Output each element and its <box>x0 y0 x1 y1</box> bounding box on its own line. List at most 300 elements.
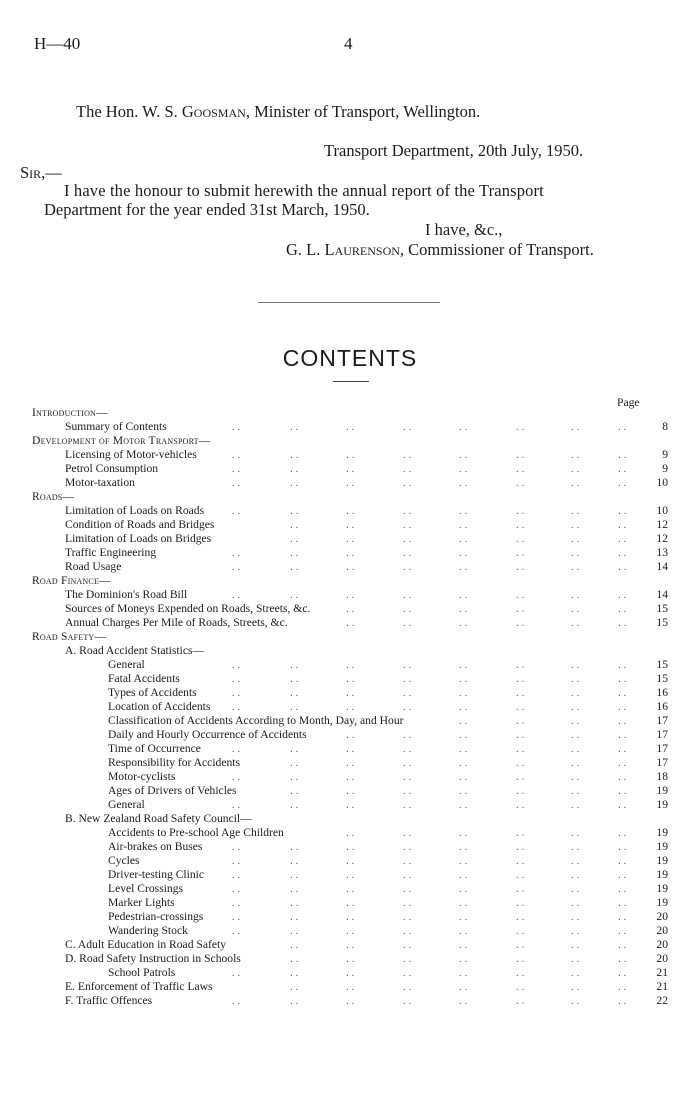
toc-entry-label: Classification of Accidents According to Month, Day, and Hour <box>108 714 404 727</box>
leader-dots: . . <box>618 827 627 839</box>
toc-entry-label: Condition of Roads and Bridges <box>65 518 215 531</box>
leader-dots: . . <box>618 519 627 531</box>
leader-dots: . . <box>403 939 412 951</box>
leader-dots: . . <box>346 603 355 615</box>
leader-dots: . . <box>571 883 580 895</box>
leader-dots: . . <box>403 785 412 797</box>
leader-dots: . . <box>346 995 355 1007</box>
leader-dots: . . <box>403 603 412 615</box>
leader-dots: . . <box>516 897 525 909</box>
toc-entry-label: Traffic Engineering <box>65 546 157 559</box>
leader-dots: . . <box>618 673 627 685</box>
leader-dots: . . <box>290 519 299 531</box>
page-number: 4 <box>344 34 353 53</box>
toc-page-number: 16 <box>656 686 668 699</box>
toc-entry-label: Pedestrian-crossings <box>108 910 204 923</box>
leader-dots: . . <box>346 519 355 531</box>
leader-dots: . . <box>232 463 241 475</box>
leader-dots: . . <box>459 421 468 433</box>
leader-dots: . . <box>516 715 525 727</box>
leader-dots: . . <box>459 771 468 783</box>
toc-entry <box>0 588 668 602</box>
toc-entry <box>0 742 668 756</box>
leader-dots: . . <box>403 981 412 993</box>
toc-entry-label: E. Enforcement of Traffic Laws <box>65 980 213 993</box>
leader-dots: . . <box>346 841 355 853</box>
leader-dots: . . <box>403 841 412 853</box>
toc-entry <box>0 868 668 882</box>
leader-dots: . . <box>290 925 299 937</box>
place-date: Transport Department, 20th July, 1950. <box>324 141 584 160</box>
leader-dots: . . <box>618 603 627 615</box>
toc-entry <box>0 420 668 434</box>
toc-entry-label: Motor-cyclists <box>108 770 176 783</box>
leader-dots: . . <box>403 589 412 601</box>
toc-section-heading: Introduction— <box>32 406 108 419</box>
leader-dots: . . <box>459 953 468 965</box>
addressee-prefix: The Hon. W. S. <box>76 102 182 121</box>
leader-dots: . . <box>571 729 580 741</box>
leader-dots: . . <box>571 533 580 545</box>
toc-entry <box>0 630 668 644</box>
leader-dots: . . <box>516 855 525 867</box>
leader-dots: . . <box>618 533 627 545</box>
leader-dots: . . <box>618 939 627 951</box>
leader-dots: . . <box>618 981 627 993</box>
toc-entry <box>0 770 668 784</box>
toc-page-number: 10 <box>656 476 668 489</box>
toc-page-number: 14 <box>656 560 668 573</box>
leader-dots: . . <box>618 449 627 461</box>
leader-dots: . . <box>618 785 627 797</box>
leader-dots: . . <box>459 995 468 1007</box>
leader-dots: . . <box>346 547 355 559</box>
leader-dots: . . <box>618 757 627 769</box>
leader-dots: . . <box>571 911 580 923</box>
toc-page-number: 8 <box>662 420 668 433</box>
toc-page-number: 12 <box>656 532 668 545</box>
leader-dots: . . <box>290 477 299 489</box>
toc-entry-label: Responsibility for Accidents <box>108 756 241 769</box>
toc-entry <box>0 658 668 672</box>
leader-dots: . . <box>232 477 241 489</box>
leader-dots: . . <box>403 967 412 979</box>
leader-dots: . . <box>290 589 299 601</box>
leader-dots: . . <box>618 925 627 937</box>
toc-entry <box>0 784 668 798</box>
leader-dots: . . <box>290 981 299 993</box>
leader-dots: . . <box>459 673 468 685</box>
toc-page-number: 20 <box>656 952 668 965</box>
leader-dots: . . <box>516 533 525 545</box>
toc-entry <box>0 462 668 476</box>
leader-dots: . . <box>459 687 468 699</box>
leader-dots: . . <box>232 561 241 573</box>
leader-dots: . . <box>516 617 525 629</box>
leader-dots: . . <box>618 729 627 741</box>
leader-dots: . . <box>346 897 355 909</box>
leader-dots: . . <box>516 911 525 923</box>
toc-entry-label: Daily and Hourly Occurrence of Accidents <box>108 728 307 741</box>
leader-dots: . . <box>290 939 299 951</box>
leader-dots: . . <box>516 981 525 993</box>
toc-page-number: 15 <box>656 602 668 615</box>
signature-name: Laurenson <box>324 240 400 259</box>
leader-dots: . . <box>516 687 525 699</box>
leader-dots: . . <box>459 911 468 923</box>
leader-dots: . . <box>516 561 525 573</box>
leader-dots: . . <box>571 547 580 559</box>
leader-dots: . . <box>618 967 627 979</box>
leader-dots: . . <box>290 701 299 713</box>
toc-page-number: 9 <box>662 448 668 461</box>
leader-dots: . . <box>290 533 299 545</box>
leader-dots: . . <box>232 869 241 881</box>
leader-dots: . . <box>459 799 468 811</box>
toc-entry-label: Types of Accidents <box>108 686 197 699</box>
leader-dots: . . <box>346 743 355 755</box>
leader-dots: . . <box>571 561 580 573</box>
leader-dots: . . <box>459 701 468 713</box>
leader-dots: . . <box>516 925 525 937</box>
leader-dots: . . <box>346 463 355 475</box>
leader-dots: . . <box>403 477 412 489</box>
leader-dots: . . <box>571 617 580 629</box>
leader-dots: . . <box>516 659 525 671</box>
toc-page-number: 12 <box>656 518 668 531</box>
leader-dots: . . <box>403 729 412 741</box>
leader-dots: . . <box>459 967 468 979</box>
toc-entry <box>0 504 668 518</box>
leader-dots: . . <box>571 995 580 1007</box>
leader-dots: . . <box>403 617 412 629</box>
leader-dots: . . <box>459 561 468 573</box>
leader-dots: . . <box>290 883 299 895</box>
leader-dots: . . <box>571 743 580 755</box>
leader-dots: . . <box>618 883 627 895</box>
toc-entry <box>0 602 668 616</box>
toc-entry-label: Limitation of Loads on Roads <box>65 504 205 517</box>
leader-dots: . . <box>290 449 299 461</box>
toc-entry <box>0 840 668 854</box>
toc-entry-label: C. Adult Education in Road Safety <box>65 938 227 951</box>
leader-dots: . . <box>232 799 241 811</box>
toc-entry <box>0 560 668 574</box>
leader-dots: . . <box>516 463 525 475</box>
leader-dots: . . <box>346 421 355 433</box>
leader-dots: . . <box>290 673 299 685</box>
leader-dots: . . <box>403 659 412 671</box>
leader-dots: . . <box>346 827 355 839</box>
leader-dots: . . <box>403 673 412 685</box>
leader-dots: . . <box>516 771 525 783</box>
leader-dots: . . <box>346 799 355 811</box>
leader-dots: . . <box>618 463 627 475</box>
leader-dots: . . <box>516 757 525 769</box>
leader-dots: . . <box>571 673 580 685</box>
leader-dots: . . <box>516 505 525 517</box>
leader-dots: . . <box>290 505 299 517</box>
leader-dots: . . <box>403 743 412 755</box>
leader-dots: . . <box>346 673 355 685</box>
leader-dots: . . <box>232 673 241 685</box>
leader-dots: . . <box>232 505 241 517</box>
leader-dots: . . <box>290 463 299 475</box>
leader-dots: . . <box>403 897 412 909</box>
leader-dots: . . <box>232 659 241 671</box>
toc-page-number: 18 <box>656 770 668 783</box>
leader-dots: . . <box>290 547 299 559</box>
leader-dots: . . <box>346 477 355 489</box>
leader-dots: . . <box>618 869 627 881</box>
toc-entry-label: Accidents to Pre-school Age Children <box>108 826 284 839</box>
toc-page-number: 13 <box>656 546 668 559</box>
toc-entry-label: Sources of Moneys Expended on Roads, Streets, &c. <box>65 602 311 615</box>
leader-dots: . . <box>459 855 468 867</box>
leader-dots: . . <box>346 617 355 629</box>
leader-dots: . . <box>516 827 525 839</box>
toc-entry <box>0 910 668 924</box>
title-underline <box>333 381 369 382</box>
leader-dots: . . <box>403 533 412 545</box>
leader-dots: . . <box>459 883 468 895</box>
leader-dots: . . <box>459 463 468 475</box>
leader-dots: . . <box>403 701 412 713</box>
leader-dots: . . <box>618 505 627 517</box>
leader-dots: . . <box>232 589 241 601</box>
leader-dots: . . <box>232 743 241 755</box>
leader-dots: . . <box>232 449 241 461</box>
toc-page-number: 19 <box>656 896 668 909</box>
toc-page-number: 10 <box>656 504 668 517</box>
leader-dots: . . <box>403 771 412 783</box>
leader-dots: . . <box>346 911 355 923</box>
toc-entry <box>0 616 668 630</box>
leader-dots: . . <box>346 505 355 517</box>
leader-dots: . . <box>290 897 299 909</box>
leader-dots: . . <box>571 505 580 517</box>
toc-entry-label: A. Road Accident Statistics— <box>65 644 205 657</box>
toc-entry <box>0 644 668 658</box>
toc-entry <box>0 714 668 728</box>
leader-dots: . . <box>516 729 525 741</box>
leader-dots: . . <box>516 673 525 685</box>
leader-dots: . . <box>459 547 468 559</box>
toc-page-number: 19 <box>656 868 668 881</box>
leader-dots: . . <box>459 505 468 517</box>
leader-dots: . . <box>403 561 412 573</box>
addressee-line <box>76 102 480 122</box>
leader-dots: . . <box>403 687 412 699</box>
leader-dots: . . <box>571 897 580 909</box>
leader-dots: . . <box>403 449 412 461</box>
leader-dots: . . <box>571 855 580 867</box>
toc-entry-label: Road Usage <box>65 560 122 573</box>
leader-dots: . . <box>516 589 525 601</box>
toc-entry <box>0 532 668 546</box>
toc-entry-label: Motor-taxation <box>65 476 135 489</box>
leader-dots: . . <box>232 421 241 433</box>
toc-entry <box>0 952 668 966</box>
leader-dots: . . <box>618 799 627 811</box>
toc-entry <box>0 490 668 504</box>
toc-page-number: 21 <box>656 980 668 993</box>
leader-dots: . . <box>571 841 580 853</box>
leader-dots: . . <box>346 659 355 671</box>
toc-entry <box>0 476 668 490</box>
leader-dots: . . <box>571 799 580 811</box>
toc-entry <box>0 448 668 462</box>
leader-dots: . . <box>571 659 580 671</box>
toc-page-number: 9 <box>662 462 668 475</box>
leader-dots: . . <box>346 687 355 699</box>
toc-entry-label: Level Crossings <box>108 882 184 895</box>
leader-dots: . . <box>618 771 627 783</box>
addressee-name: Goosman <box>181 102 246 121</box>
leader-dots: . . <box>403 505 412 517</box>
leader-dots: . . <box>618 701 627 713</box>
leader-dots: . . <box>346 855 355 867</box>
leader-dots: . . <box>232 925 241 937</box>
leader-dots: . . <box>232 855 241 867</box>
leader-dots: . . <box>232 841 241 853</box>
leader-dots: . . <box>516 841 525 853</box>
leader-dots: . . <box>346 785 355 797</box>
leader-dots: . . <box>346 449 355 461</box>
leader-dots: . . <box>403 547 412 559</box>
leader-dots: . . <box>459 827 468 839</box>
signature-prefix: G. L. <box>286 240 325 259</box>
toc-entry <box>0 980 668 994</box>
leader-dots: . . <box>290 785 299 797</box>
leader-dots: . . <box>403 925 412 937</box>
leader-dots: . . <box>516 547 525 559</box>
toc-entry-label: Cycles <box>108 854 140 867</box>
toc-section-heading: Road Finance— <box>32 574 111 587</box>
leader-dots: . . <box>618 841 627 853</box>
report-code: H—40 <box>34 34 81 53</box>
toc-page-number: 19 <box>656 840 668 853</box>
leader-dots: . . <box>618 617 627 629</box>
leader-dots: . . <box>571 981 580 993</box>
toc-entry <box>0 686 668 700</box>
leader-dots: . . <box>618 911 627 923</box>
leader-dots: . . <box>346 561 355 573</box>
toc-page-number: 19 <box>656 854 668 867</box>
leader-dots: . . <box>459 449 468 461</box>
toc-entry-label: Summary of Contents <box>65 420 167 433</box>
leader-dots: . . <box>571 869 580 881</box>
toc-entry <box>0 938 668 952</box>
leader-dots: . . <box>618 995 627 1007</box>
leader-dots: . . <box>459 617 468 629</box>
leader-dots: . . <box>290 687 299 699</box>
leader-dots: . . <box>618 897 627 909</box>
toc-entry <box>0 406 668 420</box>
leader-dots: . . <box>516 743 525 755</box>
section-divider <box>258 302 440 303</box>
leader-dots: . . <box>459 603 468 615</box>
toc-page-number: 15 <box>656 616 668 629</box>
leader-dots: . . <box>571 463 580 475</box>
letter-body-line-1: I have the honour to submit herewith the annual report of the Transport <box>64 181 544 200</box>
leader-dots: . . <box>403 855 412 867</box>
leader-dots: . . <box>290 995 299 1007</box>
toc-page-number: 17 <box>656 714 668 727</box>
toc-entry <box>0 882 668 896</box>
leader-dots: . . <box>459 659 468 671</box>
leader-dots: . . <box>571 771 580 783</box>
leader-dots: . . <box>346 967 355 979</box>
leader-dots: . . <box>516 995 525 1007</box>
toc-page-number: 17 <box>656 756 668 769</box>
leader-dots: . . <box>618 715 627 727</box>
leader-dots: . . <box>346 883 355 895</box>
leader-dots: . . <box>232 701 241 713</box>
leader-dots: . . <box>571 687 580 699</box>
leader-dots: . . <box>516 477 525 489</box>
leader-dots: . . <box>290 743 299 755</box>
leader-dots: . . <box>290 855 299 867</box>
leader-dots: . . <box>403 953 412 965</box>
leader-dots: . . <box>516 785 525 797</box>
leader-dots: . . <box>290 799 299 811</box>
leader-dots: . . <box>571 925 580 937</box>
leader-dots: . . <box>459 925 468 937</box>
toc-entry <box>0 798 668 812</box>
leader-dots: . . <box>290 561 299 573</box>
leader-dots: . . <box>459 897 468 909</box>
leader-dots: . . <box>459 841 468 853</box>
leader-dots: . . <box>403 463 412 475</box>
leader-dots: . . <box>459 477 468 489</box>
leader-dots: . . <box>618 659 627 671</box>
leader-dots: . . <box>516 869 525 881</box>
leader-dots: . . <box>571 603 580 615</box>
toc-entry <box>0 966 668 980</box>
leader-dots: . . <box>618 589 627 601</box>
toc-entry-label: Location of Accidents <box>108 700 211 713</box>
toc-entry <box>0 756 668 770</box>
toc-entry-label: Time of Occurrence <box>108 742 201 755</box>
leader-dots: . . <box>571 519 580 531</box>
toc-entry-label: B. New Zealand Road Safety Council— <box>65 812 252 825</box>
leader-dots: . . <box>516 953 525 965</box>
leader-dots: . . <box>571 967 580 979</box>
leader-dots: . . <box>346 869 355 881</box>
leader-dots: . . <box>571 827 580 839</box>
leader-dots: . . <box>232 883 241 895</box>
toc-page-number: 17 <box>656 742 668 755</box>
leader-dots: . . <box>571 785 580 797</box>
toc-entry <box>0 574 668 588</box>
leader-dots: . . <box>571 477 580 489</box>
leader-dots: . . <box>459 869 468 881</box>
toc-entry <box>0 518 668 532</box>
leader-dots: . . <box>346 939 355 951</box>
toc-entry <box>0 546 668 560</box>
toc-page-number: 19 <box>656 882 668 895</box>
toc-entry-label: Driver-testing Clinic <box>108 868 205 881</box>
toc-section-heading: Development of Motor Transport— <box>32 434 211 447</box>
leader-dots: . . <box>571 589 580 601</box>
leader-dots: . . <box>403 883 412 895</box>
leader-dots: . . <box>290 841 299 853</box>
leader-dots: . . <box>618 477 627 489</box>
toc-page-number: 17 <box>656 728 668 741</box>
leader-dots: . . <box>232 897 241 909</box>
leader-dots: . . <box>403 757 412 769</box>
